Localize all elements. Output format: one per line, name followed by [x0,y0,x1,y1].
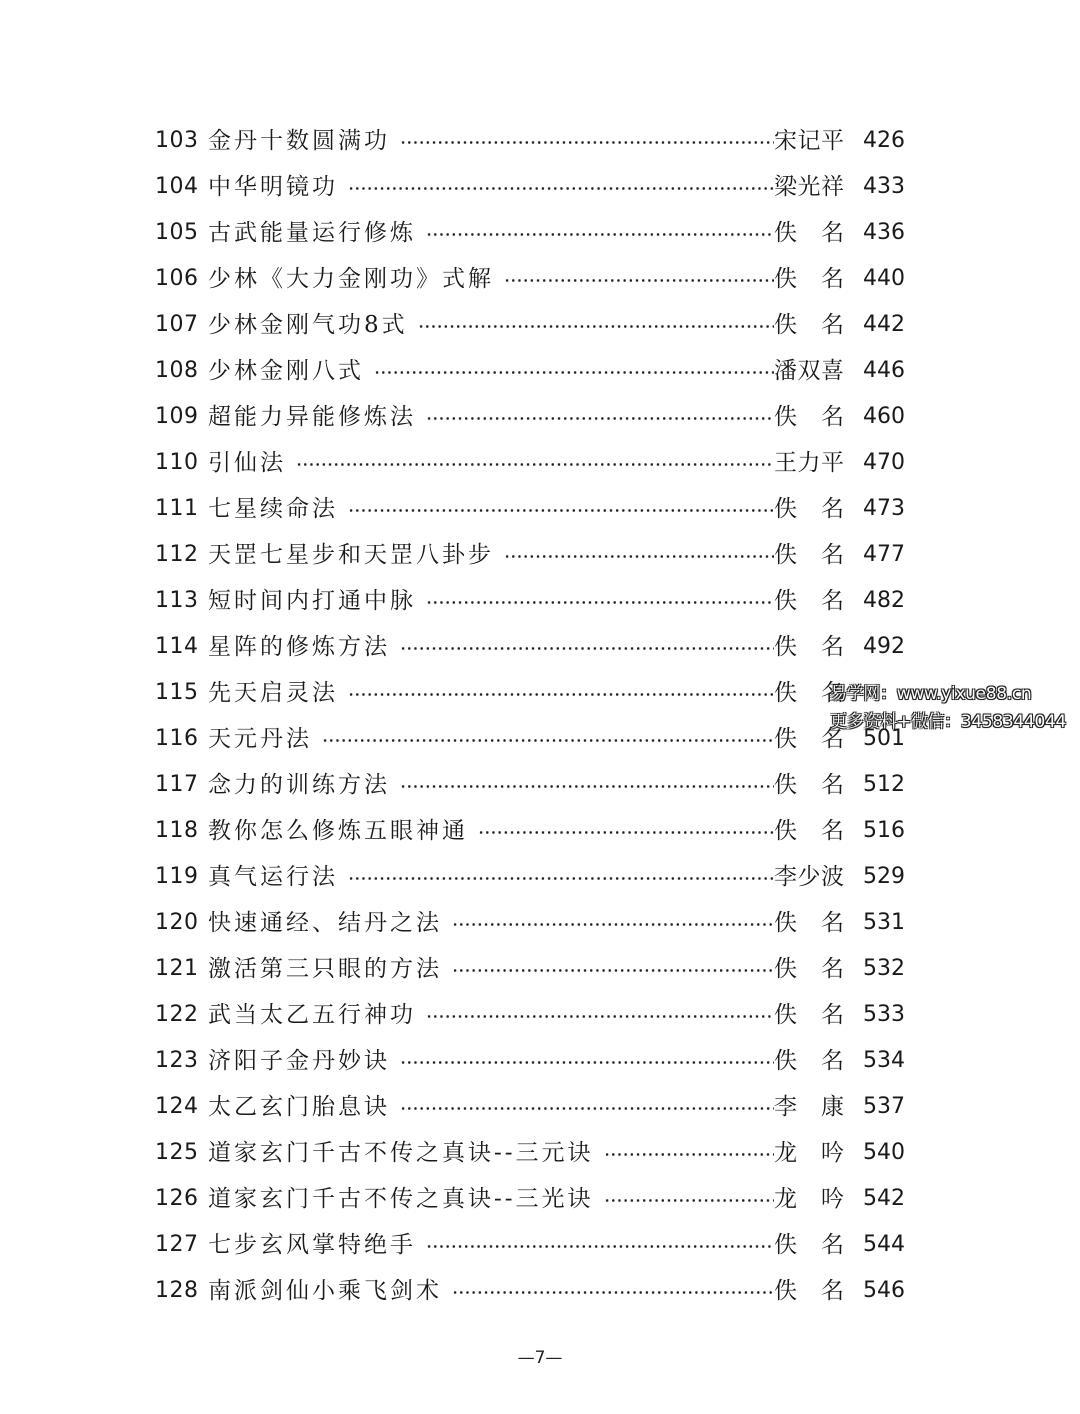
entry-author [774,1176,844,1222]
entry-author [774,900,844,946]
entry-author-text: 潘双喜 [774,358,844,384]
entry-number: 127 [155,1232,199,1257]
dot-leader [348,187,774,190]
toc-entry [155,854,905,900]
entry-author-text: 李 康 [774,1094,844,1120]
toc-entry [155,394,905,440]
entry-title: 先天启灵法 [208,680,338,706]
entry-page: 442 [863,312,905,337]
entry-author [774,624,844,670]
entry-title: 星阵的修炼方法 [208,634,390,660]
entry-author-text: 佚 名 [774,910,844,936]
entry-number: 115 [155,680,199,705]
entry-page: 460 [863,404,905,429]
toc-entry [155,118,905,164]
entry-page: 426 [863,128,905,153]
entry-author [774,578,844,624]
entry-number: 128 [155,1278,199,1303]
entry-page: 433 [863,174,905,199]
toc-entry [155,164,905,210]
entry-title: 金丹十数圆满功 [208,128,390,154]
entry-author-text: 佚 名 [774,680,844,706]
dot-leader [426,1015,774,1018]
dot-leader [348,877,774,880]
toc-entry [155,1038,905,1084]
entry-author [774,762,844,808]
entry-number: 118 [155,818,199,843]
entry-author-text: 佚 名 [774,1278,844,1304]
entry-number: 120 [155,910,199,935]
entry-author [774,1038,844,1084]
toc-entry [155,486,905,532]
entry-title: 快速通经、结丹之法 [208,910,442,936]
entry-number: 103 [155,128,199,153]
entry-page: 534 [863,1048,905,1073]
toc-entry [155,900,905,946]
entry-page: 529 [863,864,905,889]
entry-author-text: 佚 名 [774,220,844,246]
entry-title: 古武能量运行修炼 [208,220,416,246]
entry-author [774,348,844,394]
entry-number: 123 [155,1048,199,1073]
entry-page: 533 [863,1002,905,1027]
toc-entry [155,670,905,716]
entry-page: 531 [863,910,905,935]
entry-page: 477 [863,542,905,567]
entry-author [774,946,844,992]
entry-author [774,992,844,1038]
entry-number: 126 [155,1186,199,1211]
entry-author [774,256,844,302]
toc-entry [155,946,905,992]
entry-number: 122 [155,1002,199,1027]
entry-page: 436 [863,220,905,245]
dot-leader [426,233,774,236]
dot-leader [504,279,774,282]
toc-entry [155,210,905,256]
dot-leader [348,509,774,512]
entry-author [774,1222,844,1268]
entry-author-text: 佚 名 [774,312,844,338]
entry-author-text: 龙 吟 [774,1140,844,1166]
entry-number: 114 [155,634,199,659]
entry-author [774,302,844,348]
entry-title: 南派剑仙小乘飞剑术 [208,1278,442,1304]
watermark [830,680,1066,736]
entry-page: 470 [863,450,905,475]
entry-number: 108 [155,358,199,383]
entry-author-text: 佚 名 [774,496,844,522]
entry-title: 七步玄风掌特绝手 [208,1232,416,1258]
dot-leader [426,601,774,604]
toc-entry [155,808,905,854]
entry-author-text: 佚 名 [774,588,844,614]
dot-leader [418,325,774,328]
dot-leader [348,693,774,696]
entry-title: 教你怎么修炼五眼神通 [208,818,468,844]
entry-author-text: 佚 名 [774,404,844,430]
toc-entry [155,624,905,670]
toc-entry [155,716,905,762]
entry-author-text: 佚 名 [774,1048,844,1074]
toc-entry [155,348,905,394]
entry-author-text: 龙 吟 [774,1186,844,1212]
toc-entry [155,256,905,302]
entry-page: 537 [863,1094,905,1119]
entry-page: 440 [863,266,905,291]
entry-number: 121 [155,956,199,981]
entry-author [774,486,844,532]
dot-leader [426,417,774,420]
entry-number: 116 [155,726,199,751]
table-of-contents [155,118,905,1314]
dot-leader [504,555,774,558]
entry-number: 113 [155,588,199,613]
entry-author [774,394,844,440]
entry-page: 532 [863,956,905,981]
entry-number: 105 [155,220,199,245]
dot-leader [322,739,774,742]
watermark-contact: 更多资料+微信：3458344044 [829,712,1066,732]
entry-title: 少林金刚八式 [208,358,364,384]
entry-number: 109 [155,404,199,429]
dot-leader [400,1061,774,1064]
entry-title: 真气运行法 [208,864,338,890]
entry-number: 106 [155,266,199,291]
entry-number: 124 [155,1094,199,1119]
entry-author-text: 梁光祥 [774,174,844,200]
dot-leader [478,831,774,834]
entry-author-text: 佚 名 [774,634,844,660]
toc-entry [155,1176,905,1222]
toc-entry [155,1084,905,1130]
entry-number: 125 [155,1140,199,1165]
entry-title: 太乙玄门胎息诀 [208,1094,390,1120]
toc-entry [155,532,905,578]
entry-title: 七星续命法 [208,496,338,522]
entry-author-text: 佚 名 [774,956,844,982]
toc-entry [155,1130,905,1176]
entry-author [774,532,844,578]
entry-page: 516 [863,818,905,843]
entry-title: 天罡七星步和天罡八卦步 [208,542,494,568]
dot-leader [400,141,774,144]
entry-author [774,854,844,900]
entry-title: 短时间内打通中脉 [208,588,416,614]
entry-page: 492 [863,634,905,659]
entry-number: 104 [155,174,199,199]
entry-title: 引仙法 [208,450,286,476]
toc-entry [155,762,905,808]
dot-leader [452,1291,774,1294]
dot-leader [296,463,774,466]
entry-author [774,1268,844,1314]
entry-title: 济阳子金丹妙诀 [208,1048,390,1074]
entry-title: 道家玄门千古不传之真诀--三元诀 [208,1140,594,1166]
dot-leader [452,923,774,926]
entry-author-text: 佚 名 [774,1002,844,1028]
toc-entry [155,578,905,624]
entry-author [774,210,844,256]
entry-number: 119 [155,864,199,889]
entry-page: 473 [863,496,905,521]
entry-author [774,440,844,486]
entry-title: 武当太乙五行神功 [208,1002,416,1028]
entry-page: 446 [863,358,905,383]
toc-entry [155,302,905,348]
entry-author [774,164,844,210]
entry-author-text: 佚 名 [774,1232,844,1258]
entry-author-text: 佚 名 [774,542,844,568]
entry-title: 激活第三只眼的方法 [208,956,442,982]
dot-leader [604,1153,774,1156]
entry-title: 少林金刚气功8式 [208,312,408,338]
entry-author-text: 佚 名 [774,266,844,292]
entry-page: 512 [863,772,905,797]
toc-entry [155,992,905,1038]
dot-leader [452,969,774,972]
entry-page: 482 [863,588,905,613]
entry-title: 天元丹法 [208,726,312,752]
entry-author-text: 王力平 [774,450,844,476]
entry-author-text: 宋记平 [774,128,844,154]
entry-author [774,118,844,164]
entry-page: 501 [863,726,905,751]
dot-leader [400,647,774,650]
entry-number: 117 [155,772,199,797]
entry-title: 道家玄门千古不传之真诀--三光诀 [208,1186,594,1212]
dot-leader [400,785,774,788]
toc-entry [155,1268,905,1314]
page-number-footer: —7— [517,1348,563,1368]
entry-author [774,1084,844,1130]
entry-author-text: 佚 名 [774,772,844,798]
entry-author-text: 佚 名 [774,726,844,752]
entry-title: 超能力异能修炼法 [208,404,416,430]
entry-number: 111 [155,496,199,521]
entry-page: 540 [863,1140,905,1165]
entry-page: 546 [863,1278,905,1303]
entry-author-text: 李少波 [774,864,844,890]
toc-entry [155,440,905,486]
entry-page: 542 [863,1186,905,1211]
toc-entry [155,1222,905,1268]
entry-title: 中华明镜功 [208,174,338,200]
entry-number: 110 [155,450,199,475]
dot-leader [604,1199,774,1202]
entry-title: 念力的训练方法 [208,772,390,798]
entry-number: 112 [155,542,199,567]
dot-leader [426,1245,774,1248]
entry-author [774,808,844,854]
entry-author [774,1130,844,1176]
dot-leader [374,371,774,374]
entry-page: 544 [863,1232,905,1257]
dot-leader [400,1107,774,1110]
watermark-site: 易学网：www.yixue88.cn [829,684,1032,704]
entry-title: 少林《大力金刚功》式解 [208,266,494,292]
entry-number: 107 [155,312,199,337]
entry-author-text: 佚 名 [774,818,844,844]
